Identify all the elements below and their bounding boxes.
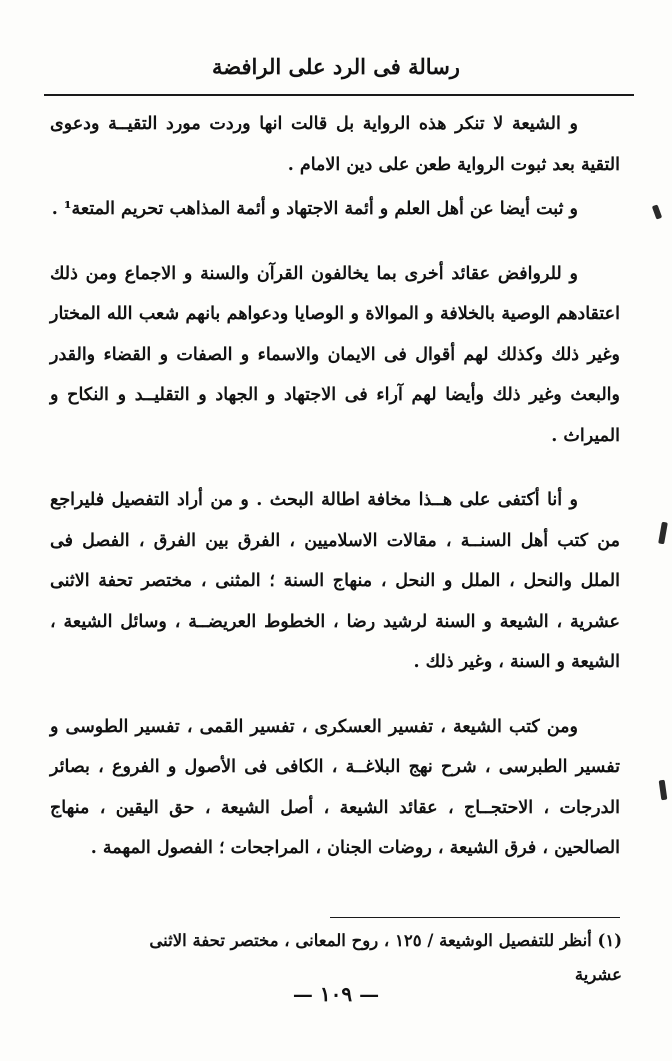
margin-ink-mark [659,780,668,801]
header-rule [44,94,634,96]
main-text [50,104,620,869]
page-number: — ١٠٩ — [292,982,380,1006]
running-header: رسالة فى الرد على الرافضة [212,54,460,79]
paragraph-shia-books: ومن كتب الشيعة ، تفسير العسكرى ، تفسير القمى ، تفسير الطوسى و تفسير الطبرسى ، شرح نهج البلاغــة ، الكافى فى الأصول و الفروع ، بصائر الدرجات ، الاحتجــاج ، عقائد الشيعة ، أصل الشيعة ، حق اليقين ، منهاج الصالحين ، فرق الشيعة ، روضات الجنان ، المراجحات ؛ الفصول المهمة . [50,716,620,858]
footnote: (١) أنظر للتفصيل الوشيعة / ١٢٥ ، روح المعانى ، مختصر تحفة الاثنى عشرية [149,931,622,984]
paragraph-sunni-books: و أنا أكتفى على هــذا مخافة اطالة البحث . و من أراد التفصيل فليراجع من كتب أهل السنــة ، مقالات الاسلاميين ، الفرق بين الفرق ، الفصل فى الملل والنحل ، الملل و النحل ، منهاج السنة ؛ المثنى ، مختصر تحفة الاثنى عشرية ، الشيعة و السنة لرشيد رضا ، الخطوط العريضــة ، وسائل الشيعة ، الشيعة و السنة ، وغير ذلك . [50,490,620,672]
paragraph-beliefs: و للروافض عقائد أخرى بما يخالفون القرآن والسنة و الاجماع ومن ذلك اعتقادهم الوصية بالخلافة و الموالاة و الوصايا ودعواهم بانهم شعب الله المختار وغير ذلك وكذلك لهم أقوال فى الايمان والاسماء و الصفات و القضاء والقدر والبعث وغير ذلك وأيضا لهم آراء فى الاجتهاد و الجهاد و التقليــد و النكاح و الميراث . [50,263,620,446]
footnote-rule [330,917,620,918]
margin-ink-mark [658,522,668,545]
paragraph-taqiyya: و الشيعة لا تنكر هذه الرواية بل قالت انها وردت مورد التقيــة ودعوى التقية بعد ثبوت الرواية طعن على دين الامام . [50,114,620,175]
paragraph-mutah: و ثبت أيضا عن أهل العلم و أئمة الاجتهاد و أئمة المذاهب تحريم المتعة¹ . [51,199,578,219]
margin-ink-mark [652,204,662,219]
